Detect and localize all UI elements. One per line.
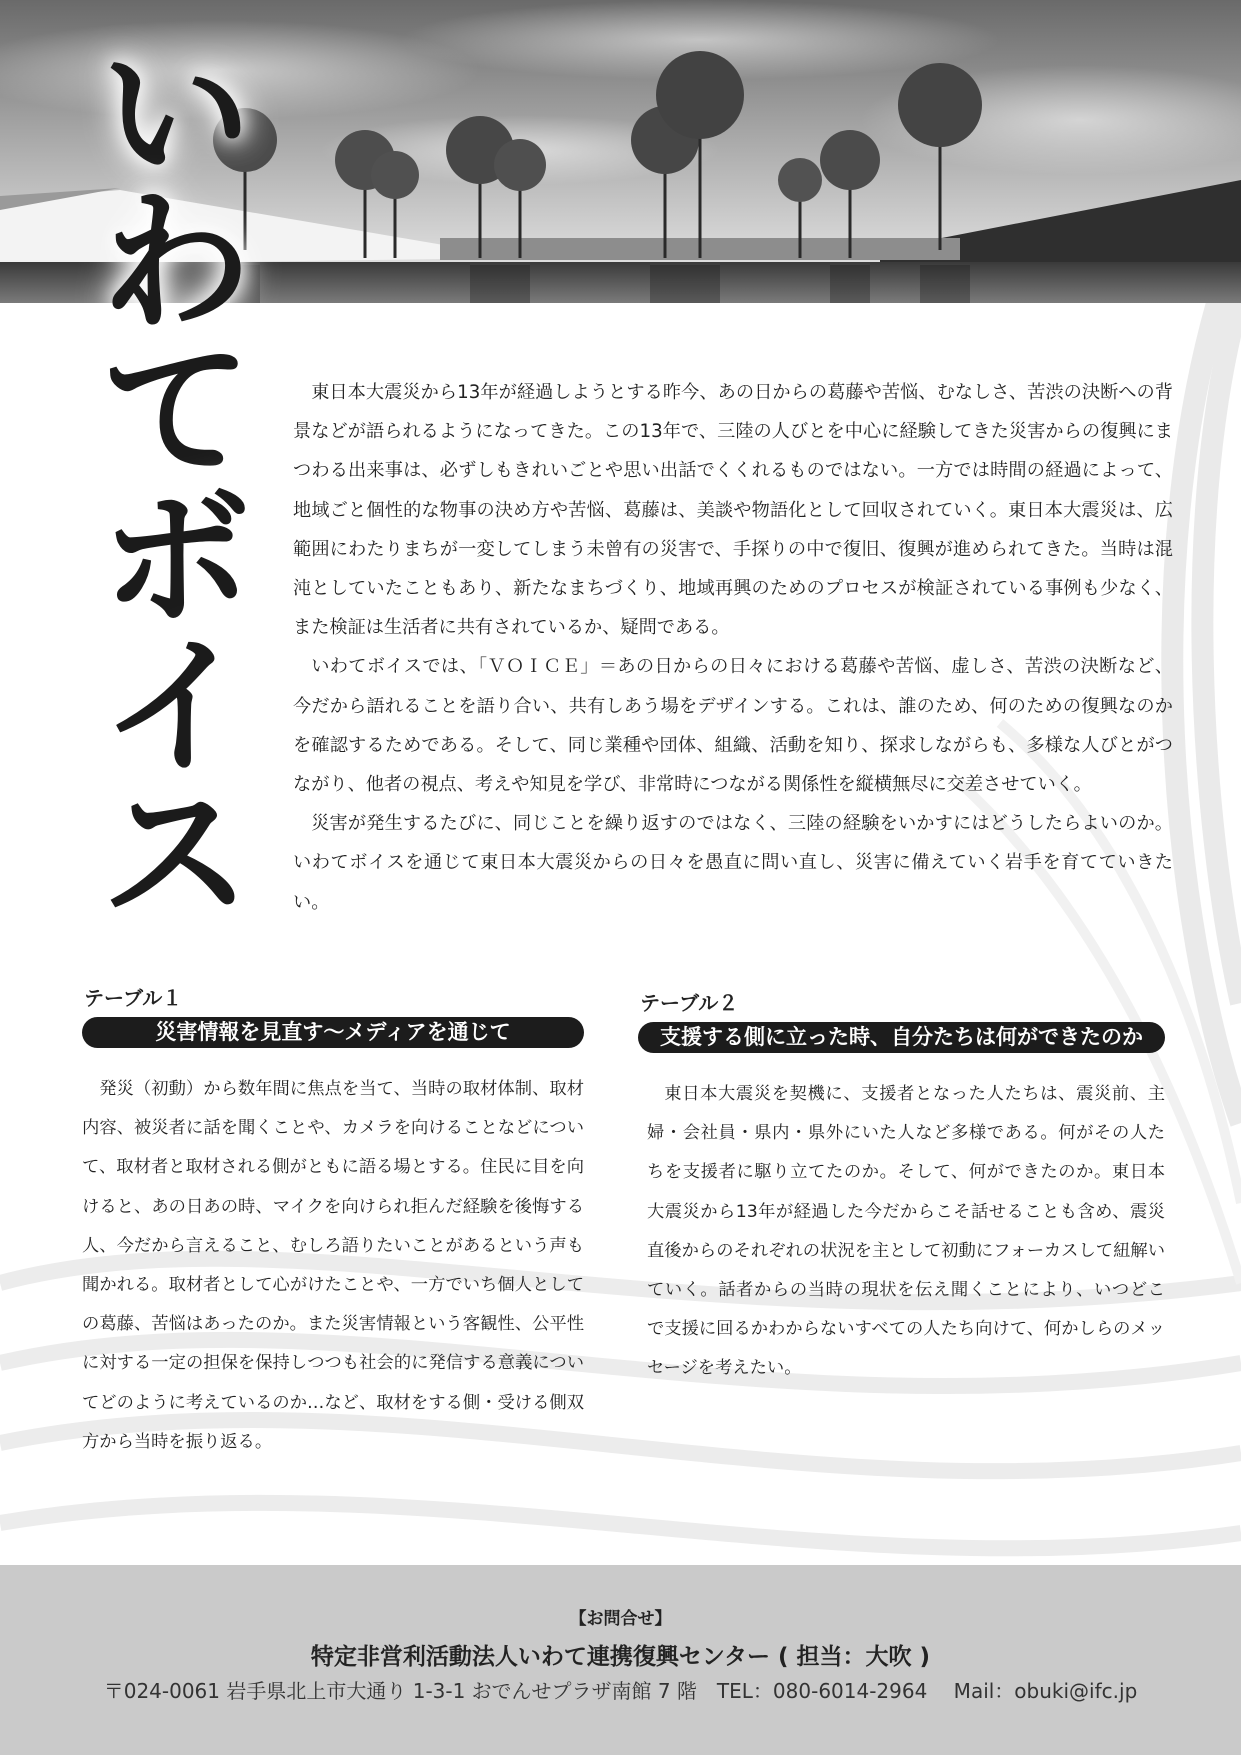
table-title-pill: 支援する側に立った時、自分たちは何ができたのか: [638, 1022, 1165, 1053]
contact-footer: [0, 1565, 1241, 1755]
table-description: 東日本大震災を契機に、支援者となった人たちは、震災前、主婦・会社員・県内・県外にいた人など多様である。何がその人たちを支援者に駆り立てたのか。そして、何ができたのか。東日本大震災から13年が経過した今だからこそ話せることも含め、震災直後からのそれぞれの状況を主として初動にフォーカスして紐解いていく。話者からの当時の現状を伝え聞くことにより、いつどこで支援に回るかわからないすべての人たち向けて、何かしらのメッセージを考えたい。: [647, 1084, 1165, 1379]
table-1-section: [82, 985, 584, 1462]
intro-paragraph: いわてボイスでは、「ＶＯＩＣＥ」＝あの日からの日々における葛藤や苦悩、虚しさ、苦渋の決断など、今だから語れることを語り合い、共有しあう場をデザインする。これは、誰のため、何のための復興なのかを確認するためである。そして、同じ業種や団体、組織、活動を知り、探求しながらも、多様な人びとがつながり、他者の視点、考えや知見を学び、非常時につながる関係性を縦横無尽に交差させていく。: [293, 656, 1173, 796]
title-char: わ: [100, 175, 251, 351]
organization-name: 特定非営利活動法人いわて連携復興センター ( 担当：大吹 ): [310, 1644, 931, 1670]
table-2-section: [638, 990, 1165, 1389]
vertical-title: [96, 27, 256, 943]
contact-label: 【お問合せ】: [569, 1609, 672, 1629]
title-char: ボ: [100, 471, 251, 647]
table-description: 発災（初動）から数年間に焦点を当て、当時の取材体制、取材内容、被災者に話を聞くことや、カメラを向けることなどについて、取材者と取材される側がともに語る場とする。住民に目を向けると、あの日あの時、マイクを向けられ拒んだ経験を後悔する人、今だから言えること、むしろ語りたいことがあるという声も聞かれる。取材者として心がけたことや、一方でいち個人としての葛藤、苦悩はあったのか。また災害情報という客観性、公平性に対する一定の担保を保持しつつも社会的に発信する意義についてどのように考えているのか…など、取材をする側・受ける側双方から当時を振り返る。: [82, 1079, 584, 1452]
title-char: イ: [100, 619, 251, 795]
table-label: テーブル１: [84, 986, 183, 1010]
table-label: テーブル２: [640, 991, 739, 1015]
intro-paragraph: 東日本大震災から13年が経過しようとする昨今、あの日からの葛藤や苦悩、むなしさ、苦渋の決断への背景などが語られるようになってきた。この13年で、三陸の人びとを中心に経験してきた災害からの復興にまつわる出来事は、必ずしもきれいごとや思い出話でくくれるものではない。一方では時間の経過によって、地域ごと個性的な物事の決め方や苦悩、葛藤は、美談や物語化として回収されていく。東日本大震災は、広範囲にわたりまちが一変してしまう未曾有の災害で、手探りの中で復旧、復興が進められてきた。当時は混沌としていたこともあり、新たなまちづくり、地域再興のためのプロセスが検証されている事例も少なく、また検証は生活者に共有されているか、疑問である。: [293, 382, 1173, 639]
contact-address: 〒024-0061 岩手県北上市大通り 1-3-1 おでんせプラザ南館 7 階 TEL：080-6014-2964 Mail：obuki@ifc.jp: [103, 1679, 1138, 1703]
title-char: て: [100, 323, 251, 499]
table-title-pill: 災害情報を見直す〜メディアを通じて: [82, 1017, 584, 1048]
intro-text: [293, 373, 1173, 922]
title-char: ス: [100, 767, 251, 943]
title-char: い: [100, 27, 251, 203]
intro-paragraph: 災害が発生するたびに、同じことを繰り返すのではなく、三陸の経験をいかすにはどうしたらよいのか。いわてボイスを通じて東日本大震災からの日々を愚直に問い直し、災害に備えていく岩手を育てていきたい。: [293, 813, 1173, 913]
